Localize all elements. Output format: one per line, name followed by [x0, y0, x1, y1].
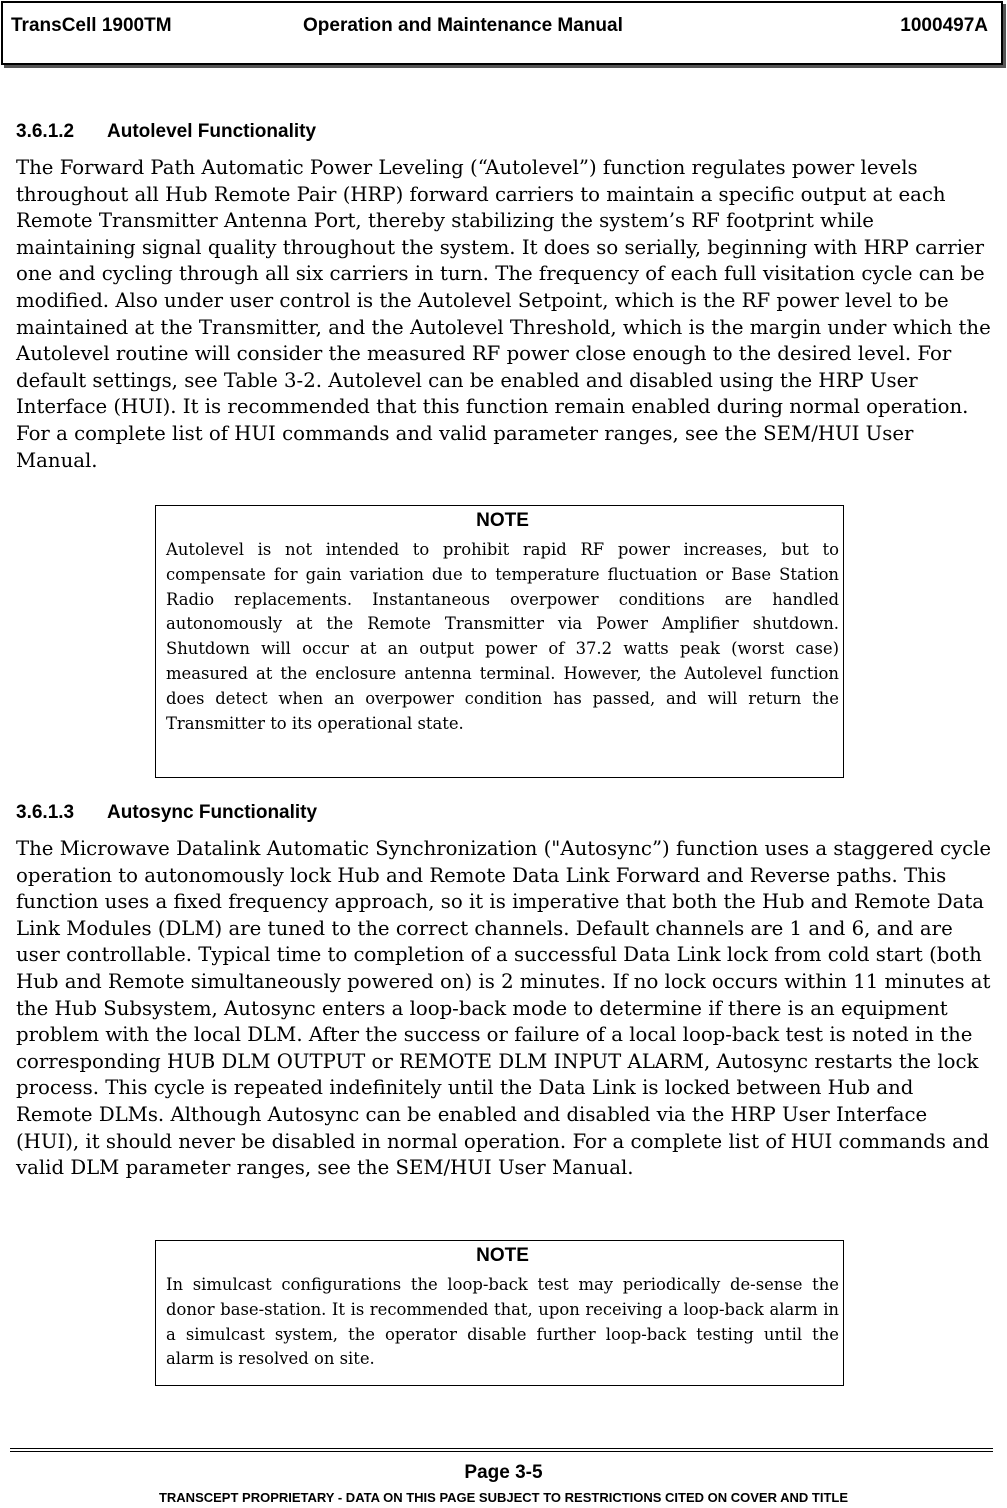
section-title: Autolevel Functionality: [107, 121, 317, 142]
section-number: 3.6.1.3: [16, 802, 75, 823]
header-title: Operation and Maintenance Manual: [303, 15, 623, 36]
header-product: TransCell 1900TM: [11, 15, 172, 36]
footer-divider: [10, 1448, 993, 1452]
note-text: Autolevel is not intended to prohibit rapid RF power increases, but to compensate for gain variation due to temperature fluctuation or Base Station Radio replacements. Instantaneous overpower conditions are handled autonomously at the Remote Transmitter via Power Amplifier shutdown. Shutdown will occur at an output power of 37.2 watts peak (worst case) measured at the enclosure antenna terminal. However, the Autolevel function does detect when an overpower condition has passed, and will return the Transmitter to its operational state.: [166, 540, 839, 733]
header-doc-number: 1000497A: [900, 15, 988, 36]
autolevel-body: The Forward Path Automatic Power Leveling (“Autolevel”) function regulates power levels throughout all Hub Remote Pair (HRP) forward carriers to maintain a specific output at each Remote Transmitter Antenna Port, thereby stabilizing the system’s RF footprint while maintaining signal quality throughout the system. It does so serially, beginning with HRP carrier one and cycling through all six carriers in turn. The frequency of each full visitation cycle can be modified. Also under user control is the Autolevel Setpoint, which is the RF power level to be maintained at the Transmitter, and the Autolevel Threshold, which is the margin under which the Autolevel routine will consider the measured RF power close enough to the desired level. For default settings, see Table 3-2. Autolevel can be enabled and disabled using the HRP User Interface (HUI). It is recommended that this function remain enabled during normal operation. For a complete list of HUI commands and valid parameter ranges, see the SEM/HUI User Manual.: [16, 156, 991, 472]
autosync-body: The Microwave Datalink Automatic Synchronization ("Autosync”) function uses a staggered cycle operation to autonomously lock Hub and Remote Data Link Forward and Reverse paths. This function uses a fixed frequency approach, so it is imperative that both the Hub and Remote Data Link Modules (DLM) are tuned to the correct channels. Default channels are 1 and 6, and are user controllable. Typical time to completion of a successful Data Link lock from cold start (both Hub and Remote simultaneously powered on) is 2 minutes. If no lock occurs within 11 minutes at the Hub Subsystem, Autosync enters a loop-back mode to determine if there is an equipment problem with the local DLM. After the success or failure of a local loop-back test is noted in the corresponding HUB DLM OUTPUT or REMOTE DLM INPUT ALARM, Autosync restarts the lock process. This cycle is repeated indefinitely until the Data Link is locked between Hub and Remote DLMs. Although Autosync can be enabled and disabled via the HRP User Interface (HUI), it should never be disabled in normal operation. For a complete list of HUI commands and valid DLM parameter ranges, see the SEM/HUI User Manual.: [16, 837, 992, 1180]
note-text: In simulcast configurations the loop-back test may periodically de-sense the donor base-station. It is recommended that, upon receiving a loop-back alarm in a simulcast system, the operator disable further loop-back testing until the alarm is resolved on site.: [166, 1275, 839, 1369]
page-header: [1, 1, 1003, 65]
section-heading-autolevel: [16, 121, 316, 143]
autolevel-note-box: [155, 505, 844, 778]
note-title: NOTE: [476, 1245, 529, 1266]
section-number: 3.6.1.2: [16, 121, 75, 142]
footer-page-number: Page 3-5: [464, 1462, 543, 1483]
section-title: Autosync Functionality: [107, 802, 318, 823]
note-title: NOTE: [476, 510, 529, 531]
autosync-note-box: [155, 1240, 844, 1386]
section-heading-autosync: [16, 802, 317, 824]
footer-proprietary-notice: TRANSCEPT PROPRIETARY - DATA ON THIS PAGE SUBJECT TO RESTRICTIONS CITED ON COVER AND TITLE: [158, 1490, 849, 1505]
